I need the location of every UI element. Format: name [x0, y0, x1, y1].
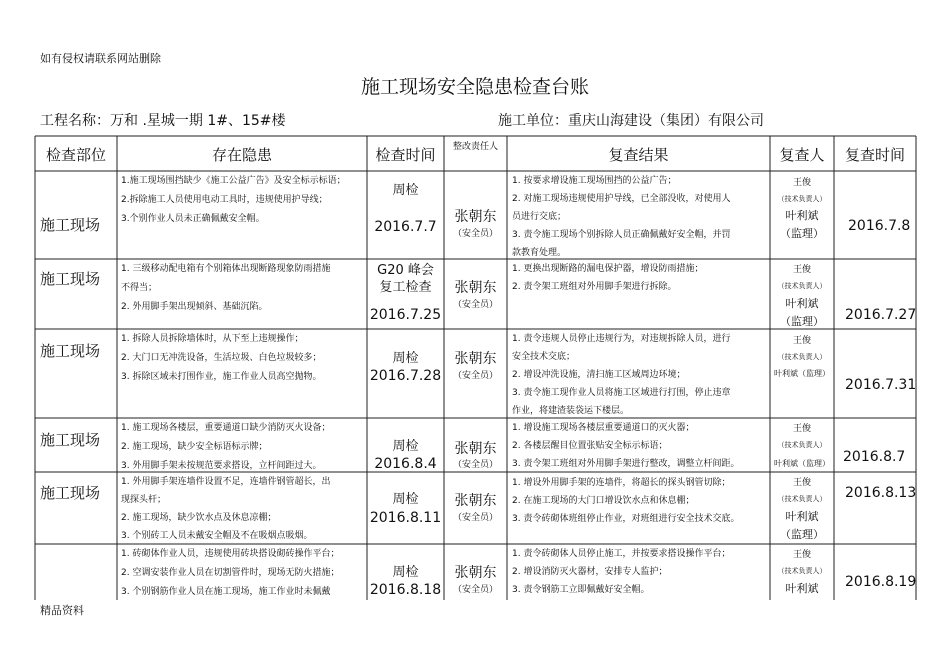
row5-responsible: 张朝东 — [454, 493, 497, 509]
row5-check-kind: 周检 — [392, 492, 419, 507]
result-item: 2. 对施工现场违规使用护导线，已全部没收，对使用人 — [512, 194, 731, 204]
row6-check-date: 2016.8.18 — [369, 582, 442, 598]
result-item: 2. 在施工现场的大门口增设饮水点和休息棚； — [512, 496, 695, 506]
result-item: 1. 更换出现断路的漏电保护器，增设防雨措施； — [512, 264, 704, 274]
row3-check-kind: 周检 — [392, 351, 419, 366]
result-item: 2. 各楼层醒目位置张贴安全标示标语； — [512, 441, 668, 451]
result-item: 3. 责令砖砌体班组停止作业，对班组进行安全技术交底。 — [512, 514, 740, 524]
row1-responsible-role: （安全员） — [452, 229, 498, 239]
row2-location: 施工现场 — [40, 270, 101, 288]
header-issues: 存在隐患 — [211, 146, 272, 164]
header-check-time: 检查时间 — [375, 146, 436, 164]
row6-review-date: 2016.8.19 — [845, 574, 917, 590]
issue-item: 1.施工现场围挡缺少《施工公益广告》及安全标示标语； — [121, 176, 346, 186]
row1-reviewer: 王俊 — [792, 178, 811, 188]
issue-item: 1. 三级移动配电箱有个别箱体出现断路现象防雨措施 — [121, 264, 331, 274]
row5-reviewer: 王俊 — [792, 478, 811, 488]
row3-reviewer-role: （技术负责人） — [777, 353, 827, 361]
construction-unit: 施工单位：重庆山海建设（集团）有限公司 — [498, 113, 764, 129]
row3-responsible-role: （安全员） — [452, 371, 498, 381]
row4-review-date: 2016.8.7 — [843, 449, 906, 465]
row6-results — [512, 545, 730, 599]
row5-review-date: 2016.8.13 — [845, 485, 917, 501]
footer-text: 精品资料 — [40, 604, 84, 617]
row1-results — [512, 172, 730, 262]
row6-reviewer2: 叶利斌 — [785, 582, 819, 595]
row4-location: 施工现场 — [40, 431, 101, 449]
row1-responsible: 张朝东 — [454, 209, 497, 225]
row4-reviewer-role: （技术负责人） — [777, 441, 827, 449]
row2-reviewer-role: （技术负责人） — [777, 282, 827, 290]
issue-item: 2. 施工现场，缺少饮水点及休息凉棚； — [121, 513, 277, 523]
row2-check-kind2: 复工检查 — [379, 280, 432, 295]
result-item: 3. 责令钢筋工立即佩戴好安全帽。 — [512, 585, 650, 595]
project-name: 工程名称：万和 .星城一期 1#、15#楼 — [40, 113, 286, 129]
result-item: 安全技术交底； — [512, 352, 576, 362]
row6-check-kind: 周检 — [392, 565, 419, 580]
row5-results — [512, 474, 739, 528]
issue-item: 2. 空调安装作业人员在切割管件时，现场无防火措施； — [121, 568, 340, 578]
result-item: 3. 责令施工现场个别拆除人员正确佩戴好安全帽，并罚 — [512, 230, 731, 240]
result-item: 1. 增设外用脚手架的连墙件，将超长的探头钢管切除； — [512, 478, 731, 488]
row5-reviewer-role: （技术负责人） — [777, 495, 827, 503]
result-item: 作业，将建渣装袋运下楼层。 — [512, 406, 630, 416]
result-item: 1. 责令违规人员停止违规行为，对违规拆除人员，进行 — [512, 334, 731, 344]
row4-responsible-role: （安全员） — [452, 460, 498, 470]
row1-location: 施工现场 — [40, 216, 101, 234]
row1-review-date: 2016.7.8 — [848, 218, 911, 234]
row5-reviewer2-role: （监理） — [780, 528, 824, 541]
row3-location: 施工现场 — [40, 342, 101, 360]
result-item: 1. 责令砖砌体人员停止施工，并按要求搭设操作平台； — [512, 549, 731, 559]
header-location: 检查部位 — [45, 146, 106, 164]
result-item: 1. 按要求增设施工现场围挡的公益广告； — [512, 176, 677, 186]
issue-item: 3. 个别钢筋作业人员在施工现场，施工作业时未佩戴 — [121, 587, 331, 597]
row4-responsible: 张朝东 — [454, 441, 497, 457]
row6-responsible: 张朝东 — [454, 565, 497, 581]
row3-results — [512, 330, 730, 420]
row5-issues — [121, 473, 330, 545]
result-item: 款教育处理。 — [512, 248, 567, 258]
row4-reviewer2: 叶利斌（监理） — [774, 459, 830, 468]
result-item: 3. 责令架工班组对外用脚手架进行整改，调整立杆间距。 — [512, 459, 740, 469]
issue-item: 2.拆除施工人员使用电动工具时，违规使用护导线； — [121, 195, 328, 205]
header-responsible: 整改责任人 — [452, 142, 498, 152]
result-item: 2. 责令架工班组对外用脚手架进行拆除。 — [512, 282, 677, 292]
issue-item: 1. 拆除人员拆除墙体时，从下至上违规操作； — [121, 334, 304, 344]
row4-issues — [121, 419, 330, 476]
issue-item: 3.个别作业人员未正确佩戴安全帽。 — [121, 214, 265, 224]
result-item: 1. 增设施工现场各楼层重要通道口的灭火器； — [512, 423, 695, 433]
row1-reviewer2-role: （监理） — [780, 227, 824, 240]
row5-check-date: 2016.8.11 — [369, 510, 442, 526]
row5-location: 施工现场 — [40, 484, 101, 502]
result-item: 员进行交底； — [512, 212, 567, 222]
issue-item: 1. 砖砌体作业人员，违规使用砖块搭设砌砖操作平台； — [121, 549, 340, 559]
issue-item: 2. 施工现场，缺少安全标语标示牌； — [121, 442, 268, 452]
row1-issues — [121, 172, 346, 229]
row5-responsible-role: （安全员） — [452, 513, 498, 523]
issue-item: 2. 外用脚手架出现倾斜、基础沉陷。 — [121, 302, 268, 312]
issue-item: 3. 个别砖工人员未戴安全帽及不在吸烟点吸烟。 — [121, 531, 313, 541]
issue-item: 3. 拆除区域未打围作业，施工作业人员高空抛物。 — [121, 372, 322, 382]
issue-item: 3. 外用脚手架未按规范要求搭设，立杆间距过大。 — [121, 461, 322, 471]
result-item: 2. 增设冲洗设施，清扫施工区域周边环境； — [512, 370, 686, 380]
row1-reviewer-role: （技术负责人） — [777, 195, 827, 203]
header-result: 复查结果 — [608, 146, 669, 164]
row2-reviewer: 王俊 — [792, 265, 811, 275]
row2-responsible: 张朝东 — [454, 280, 497, 296]
row1-check-date: 2016.7.7 — [374, 219, 437, 235]
row4-reviewer: 王俊 — [792, 424, 811, 434]
issue-item: 1. 外用脚手架连墙件设置不足，连墙件钢管超长，出 — [121, 477, 331, 487]
row3-issues — [121, 330, 321, 387]
row6-reviewer: 王俊 — [792, 550, 811, 560]
row2-responsible-role: （安全员） — [452, 300, 498, 310]
page-title: 施工现场安全隐患检查台账 — [360, 76, 589, 98]
row4-check-date: 2016.8.4 — [374, 456, 437, 472]
row2-review-date: 2016.7.27 — [845, 307, 917, 323]
row1-check-kind: 周检 — [392, 183, 419, 198]
issue-item: 2. 大门口无冲洗设备，生活垃圾、白色垃圾较多； — [121, 353, 322, 363]
row2-reviewer2: 叶利斌 — [785, 297, 819, 310]
result-item: 3. 责令施工现作业人员将施工区域进行打围，停止违章 — [512, 388, 731, 398]
row4-results — [512, 419, 739, 473]
row3-review-date: 2016.7.31 — [845, 377, 917, 393]
result-item: 2. 增设消防灭火器材，安排专人监护； — [512, 567, 668, 577]
row6-responsible-role: （安全员） — [452, 585, 498, 595]
row3-reviewer: 王俊 — [792, 336, 811, 346]
issue-item: 1. 施工现场各楼层，重要通道口缺少消防灭火设备； — [121, 423, 331, 433]
header-review-time: 复查时间 — [844, 146, 905, 164]
row2-check-kind: G20 峰会 — [377, 263, 434, 278]
row6-reviewer-role: （技术负责人） — [777, 567, 827, 575]
row2-reviewer2-role: （监理） — [780, 315, 824, 328]
row2-check-date: 2016.7.25 — [369, 307, 442, 323]
row3-reviewer2: 叶利斌（监理） — [774, 369, 830, 378]
row3-check-date: 2016.7.28 — [369, 368, 442, 384]
row2-issues — [121, 260, 330, 317]
row4-check-kind: 周检 — [392, 439, 419, 454]
issue-item: 现探头杆； — [121, 495, 167, 505]
row5-reviewer2: 叶利斌 — [785, 510, 819, 523]
row1-reviewer2: 叶利斌 — [785, 209, 819, 222]
issue-item: 不得当； — [121, 283, 158, 293]
row6-issues — [121, 545, 339, 602]
row3-responsible: 张朝东 — [454, 351, 497, 367]
header-reviewer: 复查人 — [779, 146, 825, 164]
watermark-text: 如有侵权请联系网站删除 — [40, 52, 161, 65]
row2-results — [512, 260, 703, 296]
